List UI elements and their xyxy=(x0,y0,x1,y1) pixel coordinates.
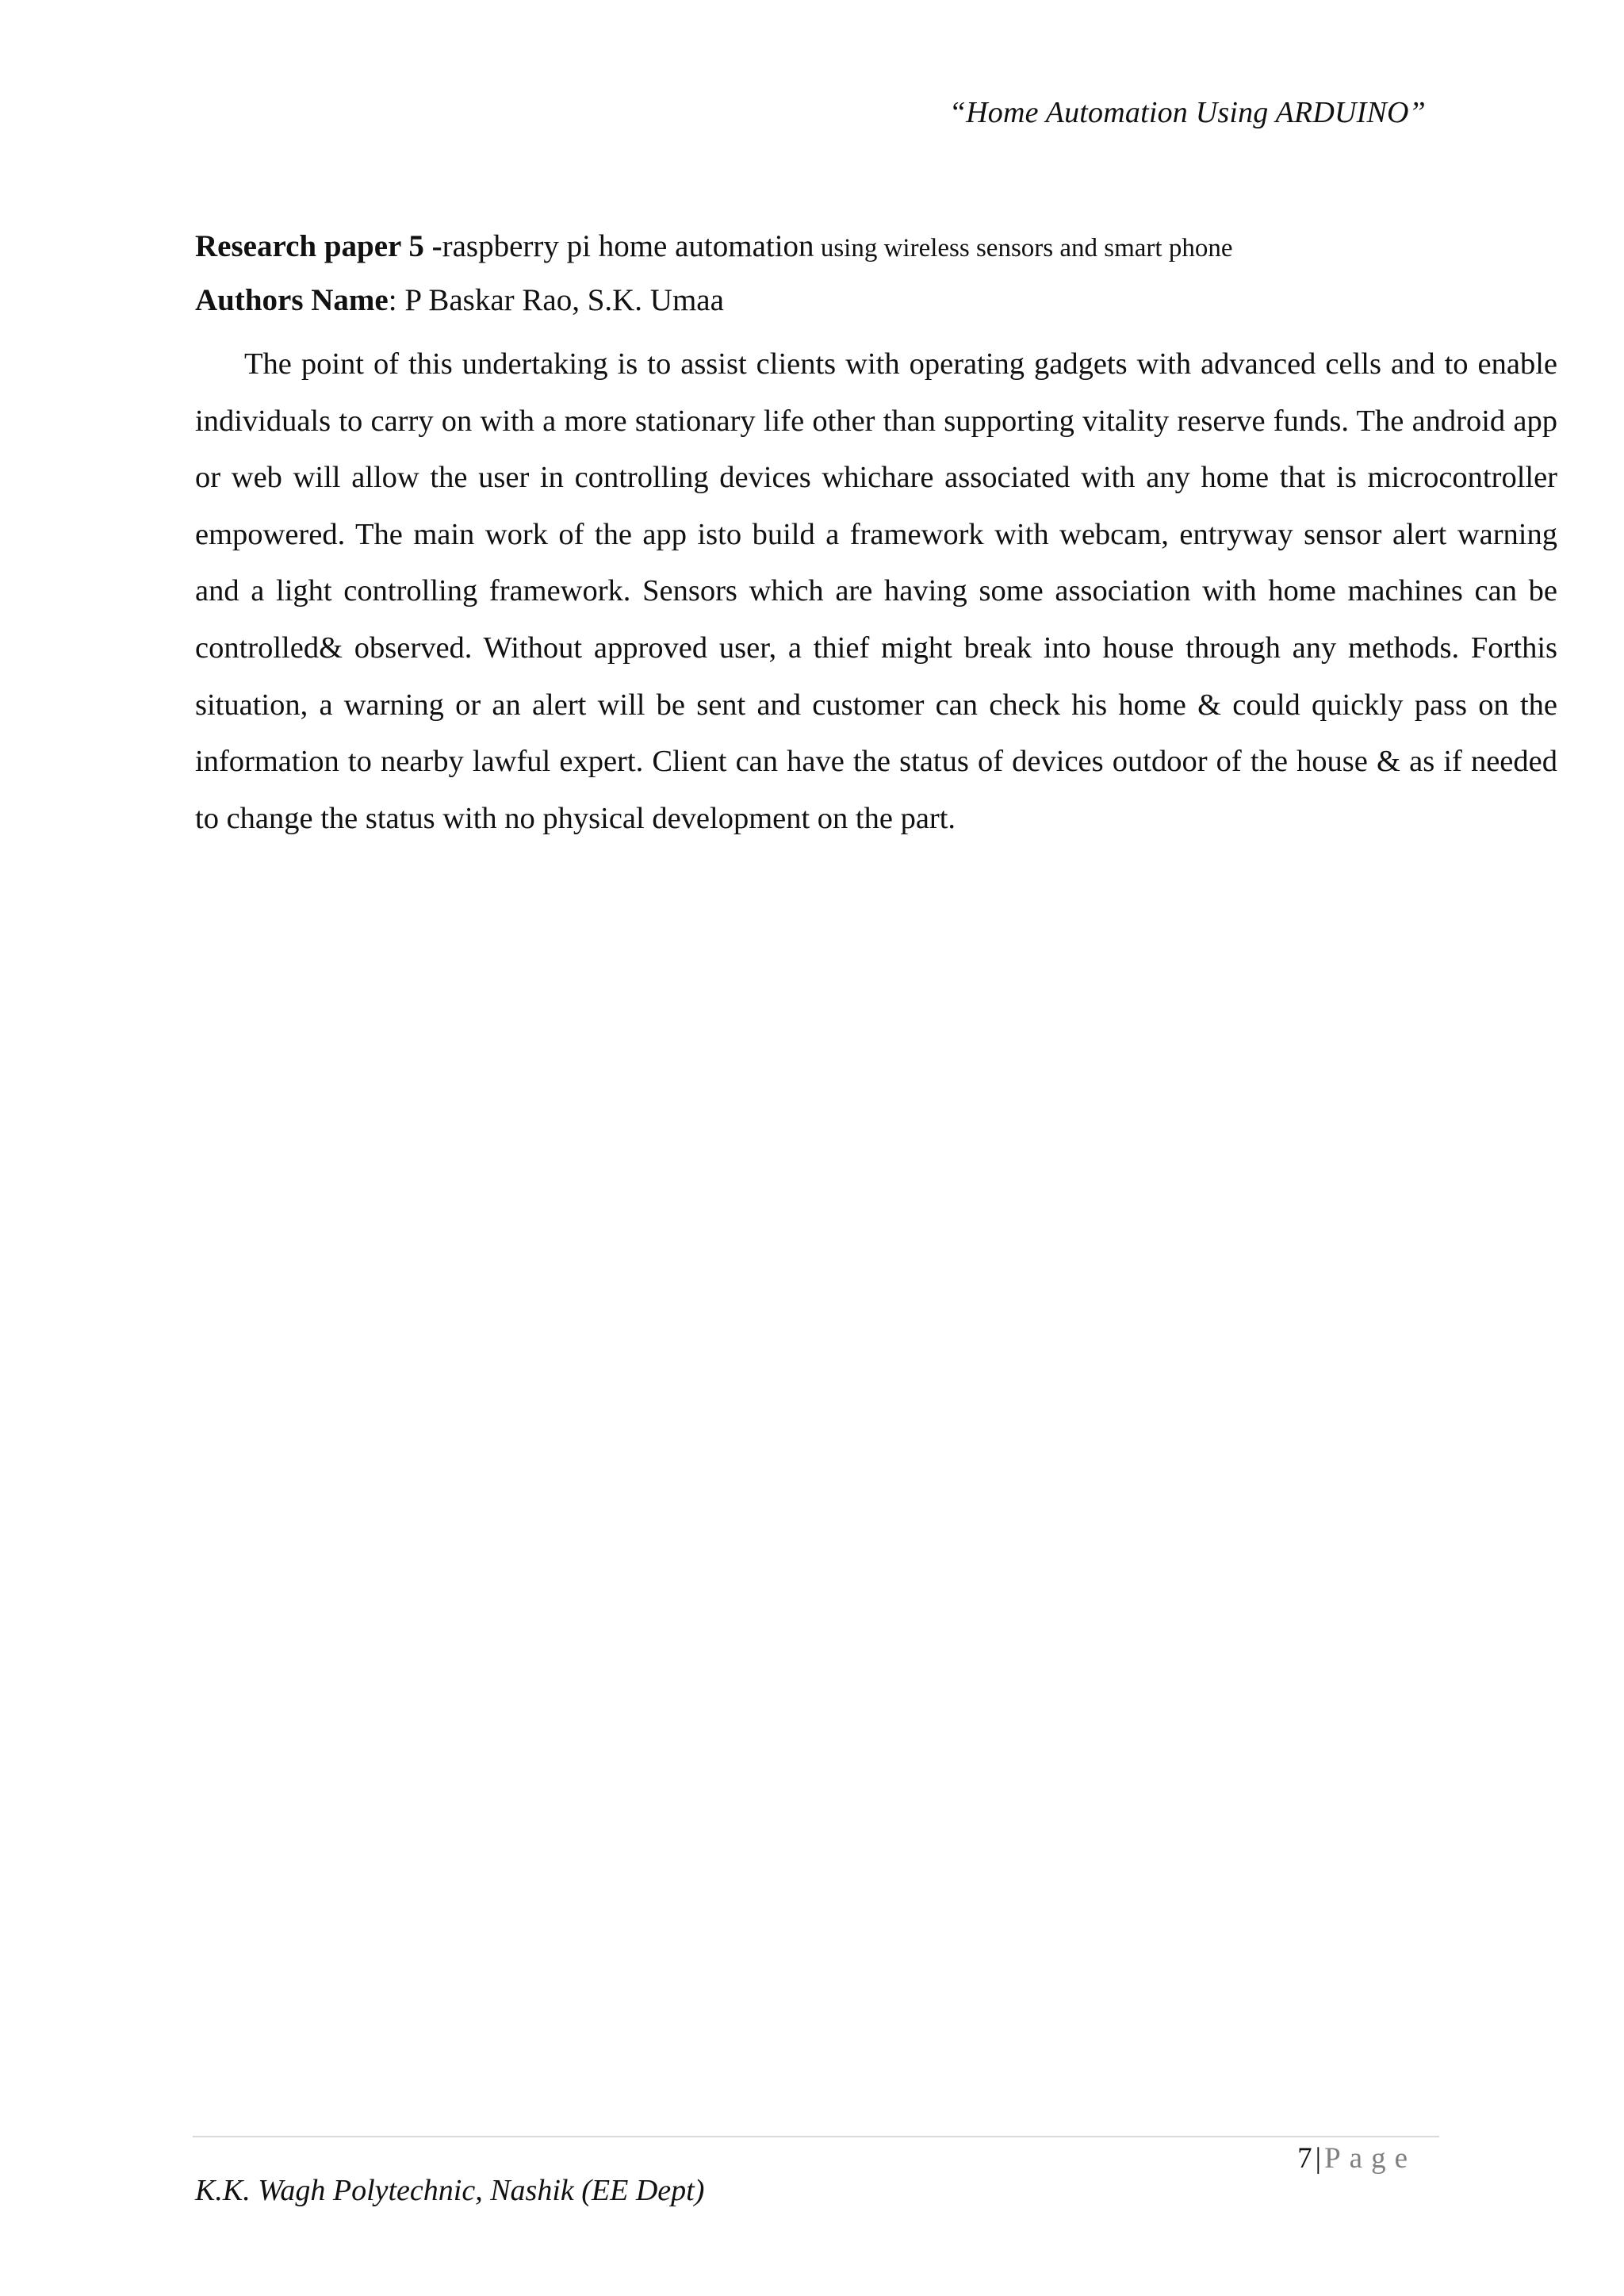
research-paper-heading xyxy=(195,224,1557,271)
abstract-paragraph: The point of this undertaking is to assist clients with operating gadgets with advanced cells and to enable individuals to carry on with a more stationary life other than supporting vitality reserve funds. The android app or web will allow the user in controlling devices whichare associated with any home that is microcontroller empowered. The main work of the app isto build a framework with webcam, entryway sensor alert warning and a light controlling framework. Sensors which are having some association with home machines can be controlled& observed. Without approved user, a thief might break into house through any methods. Forthis situation, a warning or an alert will be sent and customer can check his home & could quickly pass on the information to nearby lawful expert. Client can have the status of devices outdoor of the house & as if needed to change the status with no physical development on the part. xyxy=(195,347,1557,835)
footer-divider xyxy=(193,2136,1439,2137)
page-number-separator: | xyxy=(1315,2142,1322,2175)
authors-separator: : xyxy=(388,283,405,317)
main-content xyxy=(195,224,1557,847)
research-paper-title-main: raspberry pi home automation xyxy=(442,229,814,263)
page-number-value: 7 xyxy=(1297,2142,1312,2175)
research-paper-title-rest: using wireless sensors and smart phone xyxy=(814,234,1233,263)
page-number xyxy=(1297,2141,1416,2175)
page-label: Page xyxy=(1324,2142,1416,2175)
footer-institute: K.K. Wagh Polytechnic, Nashik (EE Dept) xyxy=(195,2174,705,2207)
running-header-title: “Home Automation Using ARDUINO” xyxy=(948,96,1426,129)
authors-line xyxy=(195,278,1557,324)
research-paper-label: Research paper 5 - xyxy=(195,229,442,263)
authors-label: Authors Name xyxy=(195,283,389,317)
authors-names: P Baskar Rao, S.K. Umaa xyxy=(404,283,724,317)
